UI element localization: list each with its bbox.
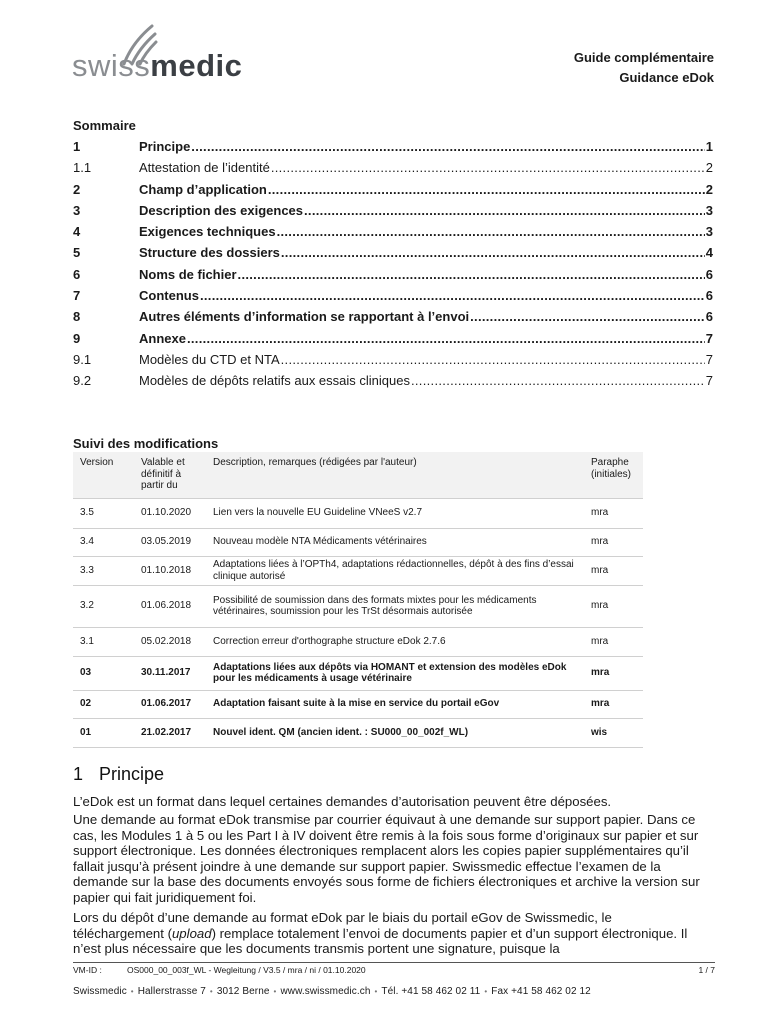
table-of-contents bbox=[73, 139, 713, 395]
toc-item-number: 7 bbox=[73, 288, 81, 304]
address-part: Hallerstrasse 7 bbox=[137, 986, 206, 997]
cell-desc: Adaptations liées aux dépôts via HOMANT et extension des modèles eDok pour les médicaments à usage vétérinaire bbox=[206, 656, 584, 690]
toc-leader-dots bbox=[238, 267, 705, 282]
cell-version: 3.5 bbox=[73, 498, 134, 528]
cell-desc: Lien vers la nouvelle EU Guideline VNeeS v2.7 bbox=[206, 498, 584, 528]
table-header-row bbox=[73, 452, 643, 498]
modifications-title: Suivi des modifications bbox=[73, 436, 219, 451]
cell-desc: Nouvel ident. QM (ancien ident. : SU000_00_002f_WL) bbox=[206, 718, 584, 747]
toc-item[interactable] bbox=[73, 160, 713, 181]
cell-desc: Adaptations liées à l’OPTh4, adaptations rédactionnelles, dépôt à des fins d’essai clinique autorisé bbox=[206, 556, 584, 585]
toc-item[interactable] bbox=[73, 203, 713, 224]
cell-date: 05.02.2018 bbox=[134, 627, 206, 656]
section-number: 1 bbox=[73, 764, 84, 784]
cell-date: 21.02.2017 bbox=[134, 718, 206, 747]
table-row bbox=[73, 656, 643, 690]
toc-item[interactable] bbox=[73, 182, 713, 203]
cell-date: 01.10.2018 bbox=[134, 556, 206, 585]
cell-date: 30.11.2017 bbox=[134, 656, 206, 690]
cell-initials: mra bbox=[584, 556, 643, 585]
bullet-separator: • bbox=[130, 987, 134, 996]
upload-emphasis: upload bbox=[171, 925, 212, 941]
toc-item-page: 3 bbox=[705, 224, 713, 240]
toc-leader-dots bbox=[187, 331, 705, 346]
page-number: 1 / 7 bbox=[698, 965, 715, 975]
table-row bbox=[73, 556, 643, 585]
toc-title: Sommaire bbox=[73, 118, 136, 133]
toc-item[interactable] bbox=[73, 373, 713, 394]
toc-item-number: 2 bbox=[73, 181, 81, 197]
toc-item-number: 1.1 bbox=[73, 160, 92, 176]
cell-version: 3.1 bbox=[73, 627, 134, 656]
header-description: Description, remarques (rédigées par l'auteur) bbox=[206, 452, 584, 498]
toc-item[interactable] bbox=[73, 267, 713, 288]
cell-initials: mra bbox=[584, 585, 643, 627]
toc-item-page: 7 bbox=[705, 330, 713, 346]
toc-leader-dots bbox=[268, 182, 705, 197]
address-part[interactable]: www.swissmedic.ch bbox=[280, 986, 371, 997]
toc-item-label: Description des exigences bbox=[139, 202, 304, 218]
cell-date: 03.05.2019 bbox=[134, 528, 206, 556]
toc-item-page: 3 bbox=[705, 202, 713, 218]
cell-desc: Adaptation faisant suite à la mise en service du portail eGov bbox=[206, 690, 584, 718]
cell-initials: mra bbox=[584, 690, 643, 718]
cell-version: 01 bbox=[73, 718, 134, 747]
footer-address bbox=[73, 986, 591, 997]
document-code: OS000_00_003f_WL - Wegleitung / V3.5 / mra / ni / 01.10.2020 bbox=[127, 965, 366, 975]
cell-date: 01.10.2020 bbox=[134, 498, 206, 528]
address-part: 3012 Berne bbox=[216, 986, 270, 997]
cell-version: 3.3 bbox=[73, 556, 134, 585]
toc-leader-dots bbox=[281, 245, 705, 260]
toc-leader-dots bbox=[277, 224, 705, 239]
toc-item[interactable] bbox=[73, 288, 713, 309]
bullet-separator: • bbox=[273, 987, 277, 996]
document-title bbox=[574, 48, 714, 88]
toc-leader-dots bbox=[304, 203, 705, 218]
toc-item-page: 2 bbox=[705, 160, 713, 176]
bullet-separator: • bbox=[374, 987, 378, 996]
toc-item-label: Contenus bbox=[139, 288, 199, 304]
cell-desc: Nouveau modèle NTA Médicaments vétérinaires bbox=[206, 528, 584, 556]
address-part: Fax +41 58 462 02 12 bbox=[491, 986, 591, 997]
section-heading bbox=[73, 764, 164, 785]
toc-item-number: 1 bbox=[73, 139, 81, 154]
table-row bbox=[73, 690, 643, 718]
toc-item-number: 3 bbox=[73, 202, 81, 218]
toc-leader-dots bbox=[200, 288, 705, 303]
toc-item[interactable] bbox=[73, 224, 713, 245]
cell-initials: wis bbox=[584, 718, 643, 747]
cell-version: 02 bbox=[73, 690, 134, 718]
bullet-separator: • bbox=[209, 987, 213, 996]
cell-initials: mra bbox=[584, 656, 643, 690]
toc-item-label: Noms de fichier bbox=[139, 266, 237, 282]
toc-item-page: 1 bbox=[705, 139, 713, 154]
toc-leader-dots bbox=[411, 373, 705, 388]
toc-item-number: 4 bbox=[73, 224, 81, 240]
paragraph-1: L’eDok est un format dans lequel certaines demandes d’autorisation peuvent être déposées. bbox=[73, 794, 612, 809]
cell-version: 3.2 bbox=[73, 585, 134, 627]
toc-item-number: 9.1 bbox=[73, 351, 92, 367]
header-version: Version bbox=[73, 452, 134, 498]
toc-item-page: 6 bbox=[705, 309, 713, 325]
vm-id-label: VM-ID : bbox=[73, 965, 102, 975]
cell-date: 01.06.2018 bbox=[134, 585, 206, 627]
toc-leader-dots bbox=[191, 139, 704, 154]
footer-divider bbox=[73, 962, 715, 963]
cell-date: 01.06.2017 bbox=[134, 690, 206, 718]
table-row bbox=[73, 585, 643, 627]
cell-version: 03 bbox=[73, 656, 134, 690]
toc-item-page: 6 bbox=[705, 266, 713, 282]
toc-item-label: Autres éléments d’information se rapportant à l’envoi bbox=[139, 309, 470, 325]
toc-item[interactable] bbox=[73, 245, 713, 266]
toc-item[interactable] bbox=[73, 331, 713, 352]
toc-item-page: 7 bbox=[705, 373, 713, 389]
bullet-separator: • bbox=[484, 987, 488, 996]
toc-item-label: Modèles du CTD et NTA bbox=[139, 351, 280, 367]
toc-item-number: 8 bbox=[73, 309, 81, 325]
toc-leader-dots bbox=[281, 352, 705, 367]
cell-initials: mra bbox=[584, 498, 643, 528]
cell-desc: Correction erreur d'orthographe structure eDok 2.7.6 bbox=[206, 627, 584, 656]
toc-item-number: 9 bbox=[73, 330, 81, 346]
toc-item-label: Attestation de l’identité bbox=[139, 160, 270, 176]
footer-meta bbox=[73, 965, 715, 975]
table-row bbox=[73, 627, 643, 656]
header-initials: Paraphe (initiales) bbox=[584, 452, 643, 498]
toc-item-label: Structure des dossiers bbox=[139, 245, 280, 261]
toc-item-number: 5 bbox=[73, 245, 81, 261]
cell-desc: Possibilité de soumission dans des formats mixtes pour les médicaments vétérinaires, soumission pour les TrSt désormais autorisée bbox=[206, 585, 584, 627]
toc-item[interactable] bbox=[73, 309, 713, 330]
modifications-table bbox=[73, 452, 643, 748]
table-row bbox=[73, 528, 643, 556]
logo-wordmark: swissmedic bbox=[72, 48, 243, 83]
toc-leader-dots bbox=[470, 309, 705, 324]
toc-item-page: 7 bbox=[705, 351, 713, 367]
toc-item-page: 2 bbox=[705, 181, 713, 197]
cell-version: 3.4 bbox=[73, 528, 134, 556]
address-part: Swissmedic bbox=[73, 986, 127, 997]
toc-item[interactable] bbox=[73, 139, 713, 160]
paragraph-3: Lors du dépôt d’une demande au format eDok par le biais du portail eGov de Swissmedic, le téléchargement (upload) remplace totalement l’envoi de documents papier et d’un support électronique. Il n’est plus nécessaire que les documents transmis portent une signature, puisque la bbox=[73, 910, 688, 957]
section-title: Principe bbox=[99, 764, 165, 784]
toc-leader-dots bbox=[271, 160, 705, 175]
table-row bbox=[73, 718, 643, 747]
toc-item[interactable] bbox=[73, 352, 713, 373]
address-part: Tél. +41 58 462 02 11 bbox=[381, 986, 481, 997]
header-date: Valable et définitif à partir du bbox=[134, 452, 206, 498]
toc-item-label: Champ d’application bbox=[139, 181, 267, 197]
toc-item-label: Modèles de dépôts relatifs aux essais cliniques bbox=[139, 373, 410, 389]
toc-item-label: Annexe bbox=[139, 330, 186, 346]
cell-initials: mra bbox=[584, 627, 643, 656]
paragraph-2: Une demande au format eDok transmise par courrier équivaut à une demande sur support papier. Dans ce cas, les Modules 1 à 5 ou les Part I à IV doivent être remis à la fois sous forme d’originaux sur papier et sur support électronique. Les données électroniques remplacent alors les copies papier supplémentaires qu’il fallait jusqu’à présent joindre à une demande sur support papier. Swissmedic effectue l’examen de la demande sur la base des documents envoyés sous forme de fichiers électroniques et archive la version sur papier qui fait juridiquement foi. bbox=[73, 812, 700, 905]
title-line-2: Guidance eDok bbox=[619, 70, 714, 85]
toc-item-page: 4 bbox=[705, 245, 713, 261]
toc-item-label: Principe bbox=[139, 139, 191, 154]
cell-initials: mra bbox=[584, 528, 643, 556]
table-row bbox=[73, 498, 643, 528]
swissmedic-logo bbox=[72, 18, 262, 88]
toc-item-page: 6 bbox=[705, 288, 713, 304]
toc-item-number: 6 bbox=[73, 266, 81, 282]
toc-item-label: Exigences techniques bbox=[139, 224, 276, 240]
toc-item-number: 9.2 bbox=[73, 373, 92, 389]
title-line-1: Guide complémentaire bbox=[573, 50, 714, 65]
